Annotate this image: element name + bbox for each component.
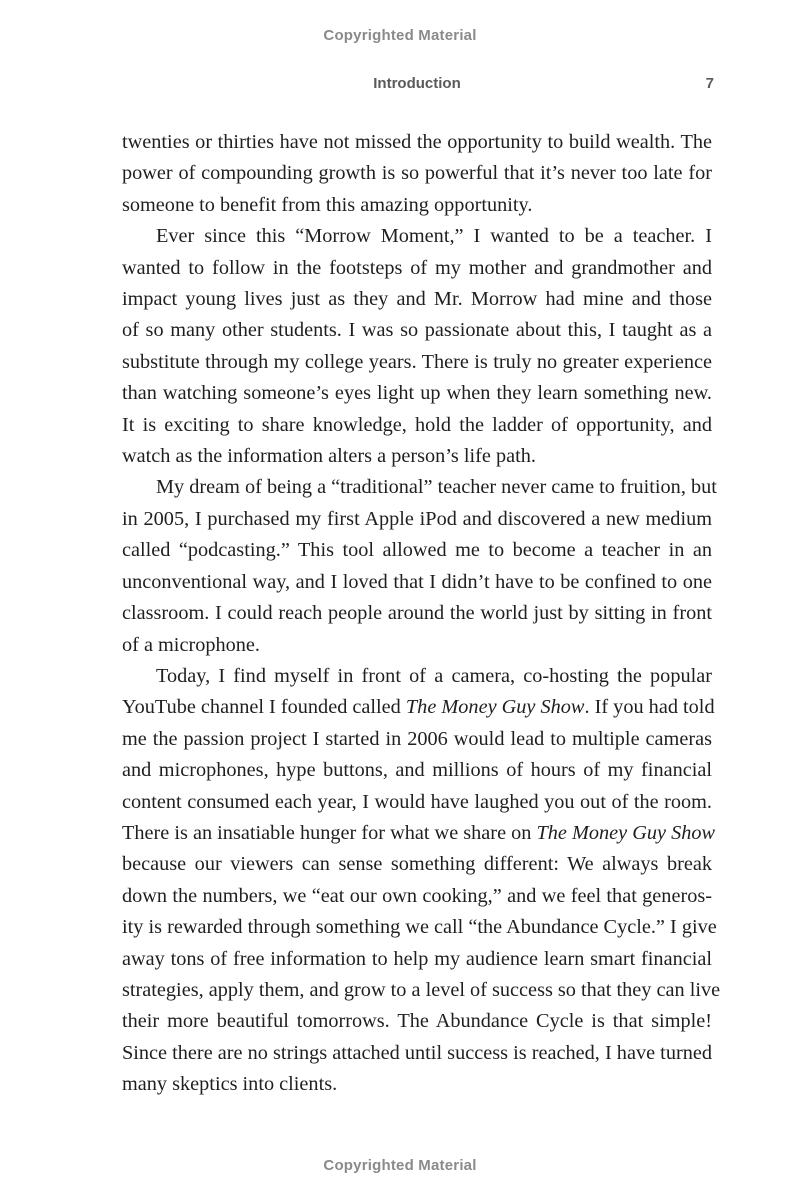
- text-line: impact young lives just as they and Mr. Morrow had mine and those: [122, 288, 712, 311]
- text-line: their more beautiful tomorrows. The Abundance Cycle is that simple!: [122, 1010, 712, 1033]
- text-line: in 2005, I purchased my first Apple iPod and discovered a new medium: [122, 507, 712, 530]
- text-line: strategies, apply them, and grow to a level of success so that they can live: [122, 978, 721, 1001]
- paragraph-1: [122, 127, 712, 221]
- text-line: classroom. I could reach people around the world just by sitting in front: [122, 602, 712, 625]
- text-line: unconventional way, and I loved that I didn’t have to be confined to one: [122, 570, 712, 593]
- text-line: watch as the information alters a person’s life path.: [122, 445, 536, 468]
- section-title: Introduction: [373, 75, 461, 92]
- text-line: [122, 692, 715, 723]
- text-run: There is an insatiable hunger for what we share on: [122, 821, 537, 844]
- text-line: someone to benefit from this amazing opportunity.: [122, 193, 533, 216]
- body-text: [122, 127, 721, 1101]
- text-line: than watching someone’s eyes light up when they learn something new.: [122, 382, 712, 405]
- page-number: 7: [705, 75, 714, 92]
- text-line: substitute through my college years. There is truly no greater experience: [122, 350, 712, 373]
- text-line: wanted to follow in the footsteps of my mother and grandmother and: [122, 256, 712, 279]
- text-line: Since there are no strings attached until success is reached, I have turned: [122, 1041, 712, 1064]
- text-line: many skeptics into clients.: [122, 1073, 338, 1096]
- paragraph-2: [122, 221, 712, 472]
- text-line: of a microphone.: [122, 633, 260, 656]
- text-line: of so many other students. I was so passionate about this, I taught as a: [122, 319, 712, 342]
- text-line: called “podcasting.” This tool allowed me to become a teacher in an: [122, 539, 712, 562]
- text-run: . If you had told: [584, 696, 715, 719]
- text-line: content consumed each year, I would have laughed you out of the room.: [122, 790, 712, 813]
- show-title-italic: The Money Guy Show: [536, 821, 716, 844]
- text-line: power of compounding growth is so powerful that it’s never too late for: [122, 162, 712, 185]
- copyright-watermark-bottom: Copyrighted Material: [323, 1157, 477, 1174]
- text-line: My dream of being a “traditional” teacher never came to fruition, but: [156, 476, 717, 499]
- text-run: YouTube channel I founded called: [122, 696, 406, 719]
- paragraph-3: [122, 472, 717, 660]
- text-line: [122, 818, 716, 849]
- text-line: and microphones, hype buttons, and millions of hours of my financial: [122, 759, 712, 782]
- copyright-watermark-top: Copyrighted Material: [323, 27, 477, 44]
- running-head: [122, 75, 712, 95]
- text-line: twenties or thirties have not missed the opportunity to build wealth. The: [122, 131, 712, 153]
- paragraph-4: [122, 661, 721, 1101]
- text-line: It is exciting to share knowledge, hold the ladder of opportunity, and: [122, 413, 712, 436]
- text-line: ity is rewarded through something we call “the Abundance Cycle.” I give: [122, 916, 717, 939]
- show-title-italic: The Money Guy Show: [405, 696, 585, 719]
- text-line: down the numbers, we “eat our own cooking,” and we feel that generos-: [122, 884, 712, 907]
- text-line: me the passion project I started in 2006 would lead to multiple cameras: [122, 727, 712, 750]
- text-line: Ever since this “Morrow Moment,” I wanted to be a teacher. I: [156, 225, 712, 248]
- text-line: away tons of free information to help my audience learn smart financial: [122, 947, 712, 970]
- text-line: Today, I find myself in front of a camera, co-hosting the popular: [156, 664, 712, 687]
- text-line: because our viewers can sense something different: We always break: [122, 853, 712, 876]
